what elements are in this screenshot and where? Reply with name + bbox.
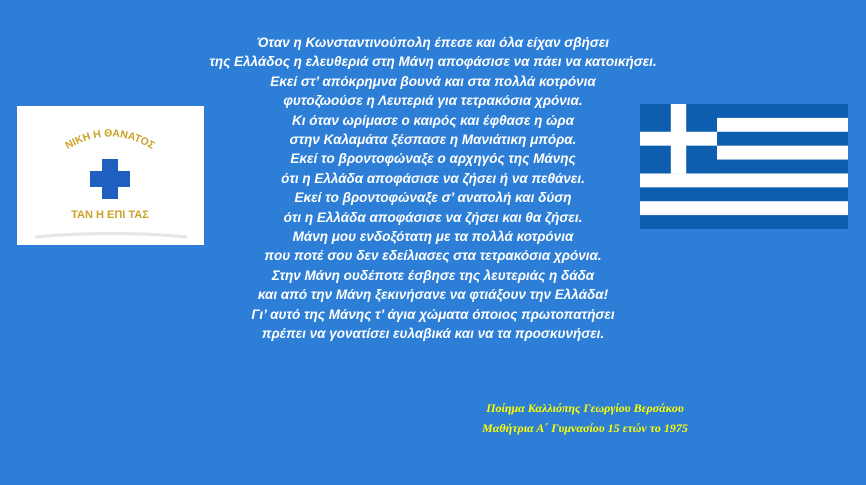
poem-line: φυτοζωούσε η Λευτεριά για τετρακόσια χρόνια. (283, 93, 583, 109)
poem-line: της Ελλάδος η ελευθεριά στη Μάνη αποφάσισε να πάει να κατοικήσει. (209, 54, 657, 70)
poem-credit (440, 398, 730, 438)
poem-text (150, 33, 716, 344)
mani-flag-bottom-text: ΤΑΝ Η ΕΠΙ ΤΑΣ (71, 209, 149, 221)
credit-student-info: Μαθήτρια Α΄ Γυμνασίου 15 ετών το 1975 (482, 421, 688, 435)
poem-line: ότι η Ελλάδα αποφάσισε να ζήσει ή να πεθάνει. (281, 170, 585, 186)
poem-line: που ποτέ σου δεν εδείλιασες στα τετρακόσια χρόνια. (264, 248, 602, 264)
mani-flag-top-text: ΝΙΚΗ Η ΘΑΝΑΤΟΣ (63, 127, 157, 152)
greek-flag-graphic (640, 104, 848, 229)
poem-line: ότι η Ελλάδα αποφάσισε να ζήσει και θα ζήσει. (283, 209, 583, 225)
mani-flag-graphic (17, 106, 204, 245)
mani-flag (17, 106, 204, 245)
poem-line: Εκεί στ’ απόκρημνα βουνά και στα πολλά κοτρόνια (270, 73, 596, 89)
poem-line: Στην Μάνη ουδέποτε έσβησε της λευτεριάς η δάδα (271, 267, 595, 283)
poem-line: και από την Μάνη ξεκινήσανε να φτιάξουν την Ελλάδα! (257, 287, 609, 303)
poem-line: στην Καλαμάτα ξέσπασε η Μανιάτικη μπόρα. (289, 132, 577, 148)
poem-line: Γι’ αυτό της Μάνης τ’ άγια χώματα όποιος πρωτοπατήσει (251, 306, 615, 322)
flag-fold-shadow (35, 234, 187, 238)
blue-cross-icon (90, 159, 130, 199)
poem-line: Όταν η Κωνσταντινούπολη έπεσε και όλα είχαν σβήσει (256, 35, 610, 50)
poem-line: πρέπει να γονατίσει ευλαβικά και να τα προσκυνήσει. (261, 326, 605, 342)
greek-flag (640, 104, 848, 229)
poem-line: Κι όταν ωρίμασε ο καιρός και έφθασε η ώρα (292, 112, 574, 128)
poem-line: Μάνη μου ενδοξότατη με τα πολλά κοτρόνια (292, 229, 574, 245)
poem-line: Εκεί το βροντοφώναξε σ’ ανατολή και δύση (294, 190, 572, 206)
poem-line: Εκεί το βροντοφώναξε ο αρχηγός της Μάνης (290, 151, 576, 167)
credit-author: Ποίημα Καλλιόπης Γεωργίου Βερσάκου (486, 401, 684, 415)
